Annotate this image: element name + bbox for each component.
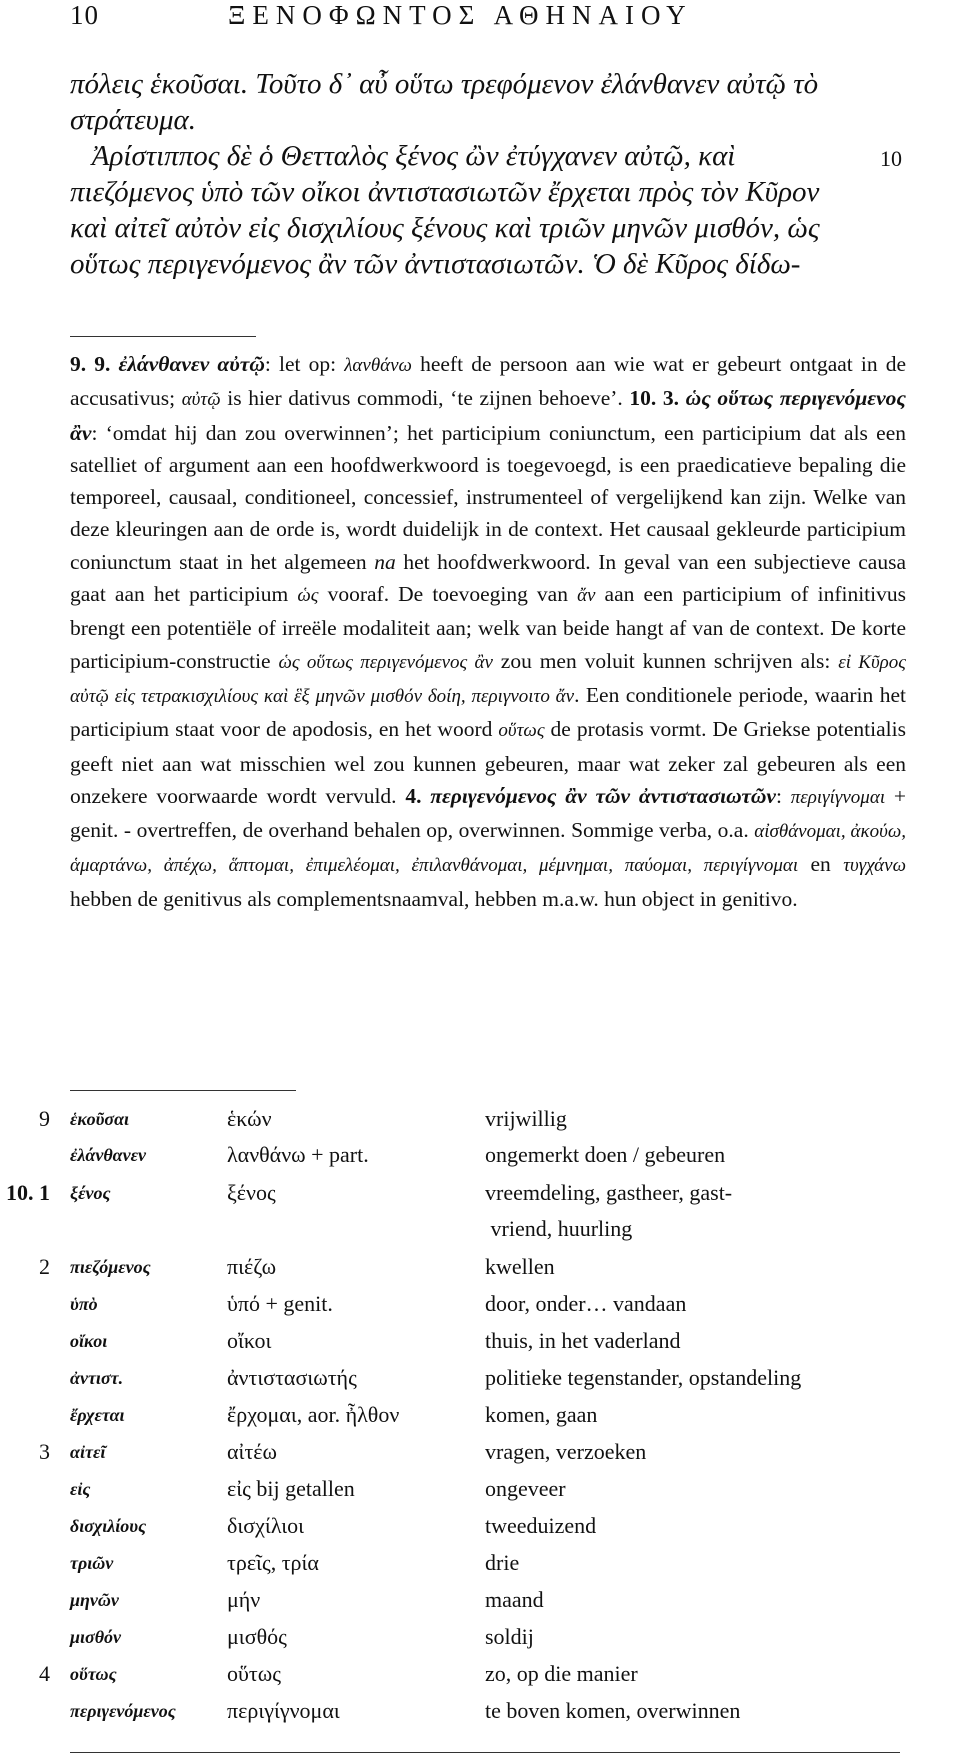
greek-word: ἄν [577,585,596,607]
line-number: 9 [39,1106,50,1131]
note-text: zou men voluit kunnen schrijven als: [492,648,839,673]
vocab-row [0,1402,960,1438]
vocab-lemma: εἰς bij getallen [227,1476,355,1501]
vocab-lemma: ἑκών [227,1106,272,1131]
line-number: 10. 1 [6,1180,50,1205]
bottom-rule [70,1752,900,1753]
vocab-row [0,1513,960,1549]
text-line: πιεζόμενος ὑπὸ τῶν οἴκοι ἀντιστασιωτῶν ἔρχεται πρὸς τὸν Κῦρον [70,176,820,208]
vocab-lemma: λανθάνω + part. [227,1142,369,1167]
commentary-notes [70,348,906,915]
note-text: de protasis vormt. De Griekse potentialis geeft niet aan wat misschien wel zou kunnen gebeuren, maar wat zeker zal gebeuren als een onzekere voorwaarde wordt vervuld. [70,717,906,808]
greek-word: ὡς [297,585,319,607]
vocab-lemma: οὕτως [227,1661,281,1686]
vocab-word: αἰτεῖ [70,1442,106,1462]
note-text: + genit. - overtreffen, de overhand behalen op, overwinnen. Sommige verba, o.a. [70,783,906,843]
vocab-meaning: kwellen [485,1254,555,1279]
note-text: : let op: [264,352,345,376]
vocab-lemma: ξένος [227,1180,276,1205]
vocab-row [0,1365,960,1401]
note-text: het hoofdwerkwoord. In geval van een subjectieve causa gaat aan het participium [70,549,906,607]
vocab-meaning: komen, gaan [485,1402,598,1427]
vocab-row [0,1698,960,1734]
vocab-lemma: ὑπό + genit. [227,1291,333,1316]
vocab-row [0,1291,960,1327]
greek-phrase: εἰ Κῦρος αὐτῷ εἰς τετρακισχιλίους καὶ ἓξ μηνῶν μισθόν δοίη, περιγνοιτο ἄν [70,651,906,707]
vocab-row [0,1328,960,1364]
note-text: heeft de persoon aan wie wat er gebeurt ontgaat in de accusativus; [70,352,906,411]
text-line: οὕτως περιγενόμενος ἂν τῶν ἀντιστασιωτῶν. Ὁ δὲ Κῦρος δίδω- [70,248,801,280]
text-line: πόλεις ἑκοῦσαι. Τοῦτο δ᾽ αὖ οὕτω τρεφόμενον ἐλάνθανεν αὐτῷ τὸ [70,68,819,100]
vocab-lemma: ἀντιστασιωτής [227,1365,357,1390]
text-line: Ἀρίστιππος δὲ ὁ Θετταλὸς ξένος ὢν ἐτύγχανεν αὐτῷ, καὶ [70,140,736,172]
vocab-meaning: ongemerkt doen / gebeuren [485,1142,726,1167]
vocab-word: οὕτως [70,1664,117,1684]
vocab-row [0,1624,960,1660]
vocab-word: ἀντιστ. [70,1368,124,1388]
note-lemma: περιγενόμενος ἂν τῶν ἀντιστασιωτῶν [430,783,776,808]
note-text: en [798,852,844,877]
note-text: aan een participium of infinitivus brengt een potentiële of irreële modaliteit aan; welk van beide hangt af van de context. De korte participium-constructie [70,582,906,673]
greek-phrase: αἰσθάνομαι, ἀκούω, ἁμαρτάνω, ἀπέχω, ἅπτομαι, ἐπιμελέομαι, ἐπιλανθάνομαι, μέμνημαι, παύομαι, περιγίγνομαι [70,821,906,877]
vocab-word: εἰς [70,1479,91,1499]
vocab-meaning: politieke tegenstander, opstandeling [485,1365,802,1390]
note-lemma: ὡς οὕτως περιγενόμενος ἂν [70,386,907,445]
vocab-row [0,1142,960,1178]
vocab-row [0,1661,960,1697]
line-number: 2 [39,1254,50,1279]
greek-word: αὐτῷ [181,389,221,411]
vocab-meaning: maand [485,1587,544,1612]
running-title: ΞΕΝΟΦΩΝΤΟΣ ΑΘΗΝΑΙΟΥ [228,0,693,30]
vocab-row [0,1587,960,1623]
vocab-lemma: ἔρχομαι, aor. ἦλθον [227,1402,400,1427]
vocab-word: ἐλάνθανεν [70,1145,146,1165]
emphasis: na [374,549,396,574]
note-ref: 10. 3. [629,386,680,411]
vocab-word: μηνῶν [70,1590,119,1610]
notes-divider [70,336,256,337]
vocab-word: ὑπὸ [70,1294,98,1314]
vocab-row [0,1106,960,1142]
vocab-meaning: te boven komen, overwinnen [485,1698,741,1723]
vocab-row [0,1476,960,1512]
greek-word: οὕτως [498,720,545,742]
vocab-meaning: thuis, in het vaderland [485,1328,681,1353]
note-text: hebben de genitivus als complementsnaamval, hebben m.a.w. hun object in genitivo. [70,886,798,911]
vocab-row [0,1216,960,1252]
vocab-lemma: δισχίλιοι [227,1513,305,1538]
line-number: 4 [39,1661,50,1686]
note-text: . Een conditionele periode, waarin het participium staat voor de apodosis, en het woord [70,682,906,742]
greek-word: περιγίγνομαι [790,786,886,808]
vocab-word: ἔρχεται [70,1405,125,1425]
vocab-row [0,1180,960,1216]
vocab-meaning: zo, op die manier [485,1661,638,1686]
vocab-lemma: μήν [227,1587,261,1612]
vocab-lemma: τρεῖς, τρία [227,1550,319,1575]
greek-phrase: ὡς οὕτως περιγενόμενος ἂν [278,651,493,673]
note-ref: 4. [405,783,422,808]
vocab-word: δισχιλίους [70,1516,147,1536]
line-number: 3 [39,1439,50,1464]
vocab-word: πιεζόμενος [70,1257,151,1277]
vocab-word: οἴκοι [70,1331,108,1351]
greek-word: λανθάνω [344,355,412,376]
vocab-row [0,1254,960,1290]
vocab-meaning: soldij [485,1624,534,1649]
vocab-word: ξένος [70,1183,111,1203]
greek-word: τυγχάνω [843,855,906,877]
vocab-lemma: οἴκοι [227,1328,272,1353]
vocab-meaning: drie [485,1550,520,1575]
note-text: : [775,783,791,808]
vocab-lemma: περιγίγνομαι [227,1698,340,1723]
vocab-row [0,1439,960,1475]
note-lemma: ἐλάνθανεν αὐτῷ [118,352,265,376]
vocab-meaning: vragen, verzoeken [485,1439,647,1464]
vocab-word: μισθόν [70,1627,122,1647]
vocab-word: τριῶν [70,1553,114,1573]
vocab-divider [70,1090,296,1091]
vocab-word: ἑκοῦσαι [70,1109,130,1129]
text-line: στράτευμα. [70,104,196,136]
vocab-meaning: tweeduizend [485,1513,597,1538]
note-ref: 9. 9. [70,352,111,376]
vocab-row [0,1550,960,1586]
vocab-meaning: vrijwillig [485,1106,567,1131]
vocab-lemma: μισθός [227,1624,287,1649]
page-number: 10 [70,0,99,30]
margin-line-number: 10 [880,146,902,171]
vocab-meaning: door, onder… vandaan [485,1291,687,1316]
vocab-lemma: πιέζω [227,1254,277,1279]
note-text: is hier dativus commodi, ‘te zijnen behoeve’. [220,386,630,411]
vocab-meaning: ongeveer [485,1476,566,1501]
note-text: : ‘omdat hij dan zou overwinnen’; het participium coniunctum, een participium dat als een satelliet of argument aan een hoofdwerkwoord is toegevoegd, is een praedicatieve bepaling die temporeel, causaal, conditioneel, concessief, instrumenteel of vergelijkend kan zijn. Welke van deze kleuringen aan de orde is, wordt duidelijk in de context. Het causaal gekleurde participium coniunctum staat in het algemeen [70,420,906,574]
vocab-word: περιγενόμενος [70,1701,176,1721]
vocab-lemma: αἰτέω [227,1439,278,1464]
text-line: καὶ αἰτεῖ αὐτὸν εἰς δισχιλίους ξένους καὶ τριῶν μηνῶν μισθόν, ὡς [70,212,820,244]
vocab-meaning: vreemdeling, gastheer, gast- [485,1180,733,1205]
vocab-meaning: vriend, huurling [485,1216,633,1241]
note-text: vooraf. De toevoeging van [318,582,578,607]
